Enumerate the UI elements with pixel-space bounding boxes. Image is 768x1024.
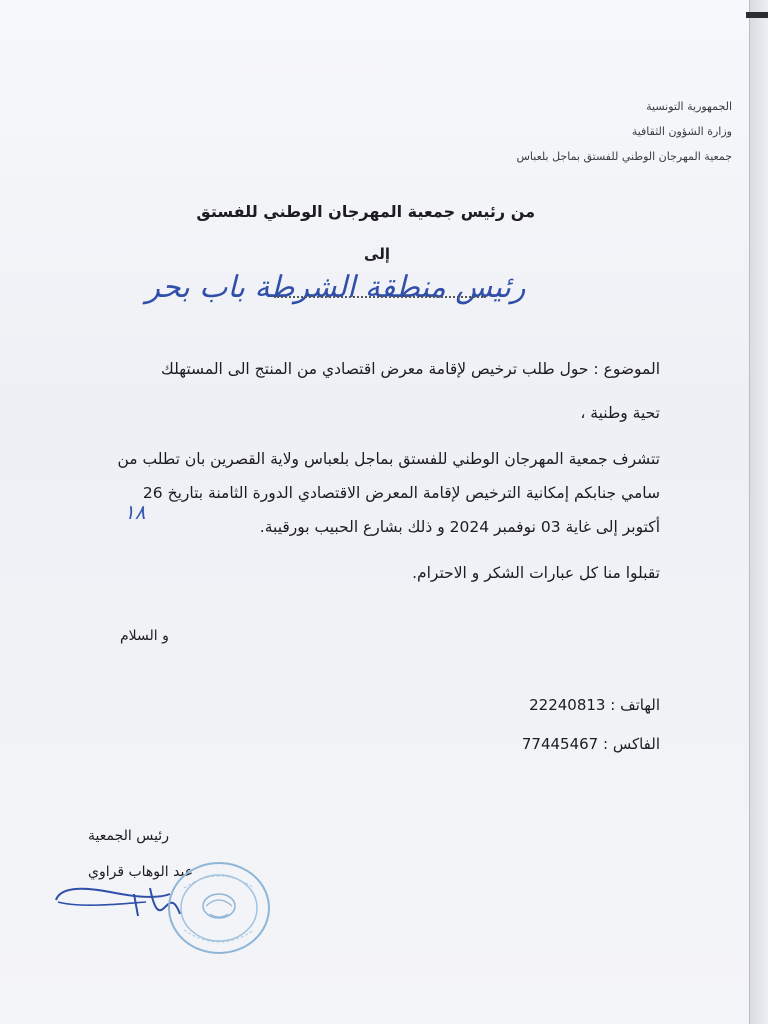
signatory-name: عبد الوهاب قراوي	[88, 864, 194, 880]
closing-line: تقبلوا منا كل عبارات الشكر و الاحترام.	[412, 564, 660, 582]
recipient-handwritten: رئيس منطقة الشرطة باب بحر	[145, 270, 526, 305]
to-label: إلى	[364, 245, 390, 263]
salutation: و السلام	[120, 628, 169, 644]
header-country: الجمهورية التونسية	[646, 100, 732, 113]
signatory-title: رئيس الجمعية	[88, 828, 169, 844]
recipient-dotted-line	[274, 296, 486, 298]
header-ministry: وزارة الشؤون الثقافية	[631, 125, 732, 138]
greeting: تحية وطنية ،	[580, 404, 660, 422]
fax-line: الفاكس : 77445467	[521, 735, 660, 753]
body-line-2: سامي جنابكم إمكانية الترخيص لإقامة المعرض الاقتصادي الدورة الثامنة بتاريخ 26	[142, 484, 660, 502]
page-corner-mark	[746, 12, 768, 18]
body-line-3: أكتوبر إلى غاية 03 نوفمبر 2024 و ذلك بشارع الحبيب بورقيبة.	[259, 518, 660, 536]
official-stamp	[164, 858, 274, 958]
page-edge	[749, 0, 768, 1024]
handwritten-note: ١٨	[124, 500, 146, 524]
header-association: جمعية المهرجان الوطني للفستق بماجل بلعباس	[516, 150, 732, 163]
body-line-1: تتشرف جمعية المهرجان الوطني للفستق بماجل بلعباس ولاية القصرين بان تطلب من	[117, 450, 660, 468]
from-line: من رئيس جمعية المهرجان الوطني للفستق	[196, 202, 535, 221]
subject-line: الموضوع : حول طلب ترخيص لإقامة معرض اقتصادي من المنتج الى المستهلك	[161, 360, 660, 378]
phone-line: الهاتف : 22240813	[529, 696, 660, 714]
